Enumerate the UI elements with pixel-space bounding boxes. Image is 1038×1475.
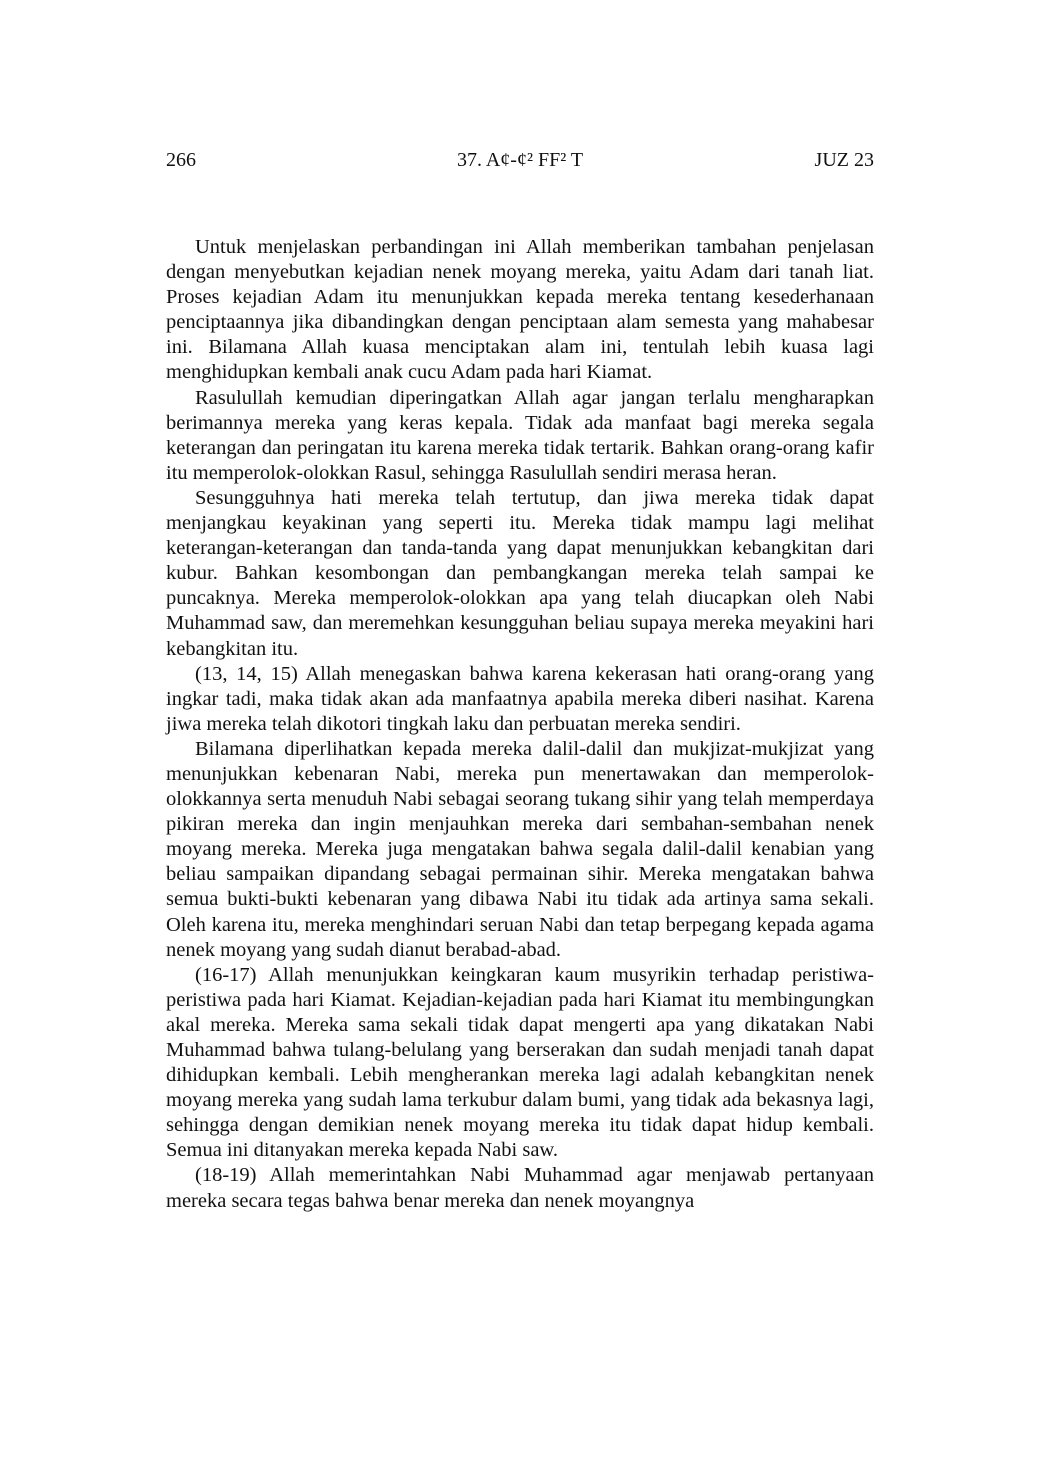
paragraph: Rasulullah kemudian diperingatkan Allah agar jangan terlalu mengharapkan berimannya mereka yang keras kepala. Tidak ada manfaat bagi mereka segala keterangan dan peringatan itu karena mereka tidak tertarik. Bahkan orang-orang kafir itu memperolok-olokkan Rasul, sehingga Rasulullah sendiri merasa heran. <box>166 386 874 484</box>
paragraph: (16-17) Allah menunjukkan keingkaran kaum musyrikin terhadap peristiwa-peristiwa pada hari Kiamat. Kejadian-kejadian pada hari Kiamat itu membingungkan akal mereka. Mereka sama sekali tidak dapat mengerti apa yang dikatakan Nabi Muhammad bahwa tulang-belulang yang berserakan dan sudah menjadi tanah dapat dihidupkan kembali. Lebih mengherankan mereka lagi adalah kebangkitan nenek moyang mereka yang sudah lama terkubur dalam bumi, yang tidak ada bekasnya lagi, sehingga dengan demikian nenek moyang mereka itu tidak dapat hidup kembali. Semua ini ditanyakan mereka kepada Nabi saw. <box>166 963 874 1162</box>
juz-label: JUZ 23 <box>814 149 874 171</box>
surah-title: 37. A¢-¢² FF² T <box>456 149 584 171</box>
page-number: 266 <box>166 149 196 171</box>
paragraph: Untuk menjelaskan perbandingan ini Allah memberikan tambahan penjelasan dengan menyebutkan kejadian nenek moyang mereka, yaitu Adam dari tanah liat. Proses kejadian Adam itu menunjukkan kepada mereka tentang kesederhanaan penciptaannya jika dibandingkan dengan penciptaan alam semesta yang mahabesar ini. Bilamana Allah kuasa menciptakan alam ini, tentulah lebih kuasa lagi menghidupkan kembali anak cucu Adam pada hari Kiamat. <box>166 236 874 384</box>
paragraph: Bilamana diperlihatkan kepada mereka dalil-dalil dan mukjizat-mukjizat yang menunjukkan kebenaran Nabi, mereka pun menertawakan dan memperolok-olokkannya serta menuduh Nabi sebagai seorang tukang sihir yang telah memperdaya pikiran mereka dan ingin menjauhkan mereka dari sembahan-sembahan nenek moyang mereka. Mereka juga mengatakan bahwa segala dalil-dalil kenabian yang beliau sampaikan dipandang sebagai permainan sihir. Mereka mengatakan bahwa semua bukti-bukti kebenaran yang dibawa Nabi itu tidak ada artinya sama sekali. Oleh karena itu, mereka menghindari seruan Nabi dan tetap berpegang kepada agama nenek moyang yang sudah dianut berabad-abad. <box>166 737 874 961</box>
body-text <box>166 235 874 1214</box>
running-header <box>166 145 874 175</box>
paragraph: (13, 14, 15) Allah menegaskan bahwa karena kekerasan hati orang-orang yang ingkar tadi, maka tidak akan ada manfaatnya apabila mereka diberi nasihat. Karena jiwa mereka telah dikotori tingkah laku dan perbuatan mereka sendiri. <box>166 662 874 735</box>
document-page <box>166 145 874 1214</box>
paragraph: (18-19) Allah memerintahkan Nabi Muhammad agar menjawab pertanyaan mereka secara tegas bahwa benar mereka dan nenek moyangnya <box>166 1164 874 1212</box>
paragraph: Sesungguhnya hati mereka telah tertutup, dan jiwa mereka tidak dapat menjangkau keyakinan yang seperti itu. Mereka tidak mampu lagi melihat keterangan-keterangan dan tanda-tanda yang dapat menunjukkan kebangkitan dari kubur. Bahkan kesombongan dan pembangkangan mereka telah sampai ke puncaknya. Mereka memperolok-olokkan apa yang telah diucapkan oleh Nabi Muhammad saw, dan meremehkan kesungguhan beliau supaya mereka meyakini hari kebangkitan itu. <box>166 486 874 660</box>
